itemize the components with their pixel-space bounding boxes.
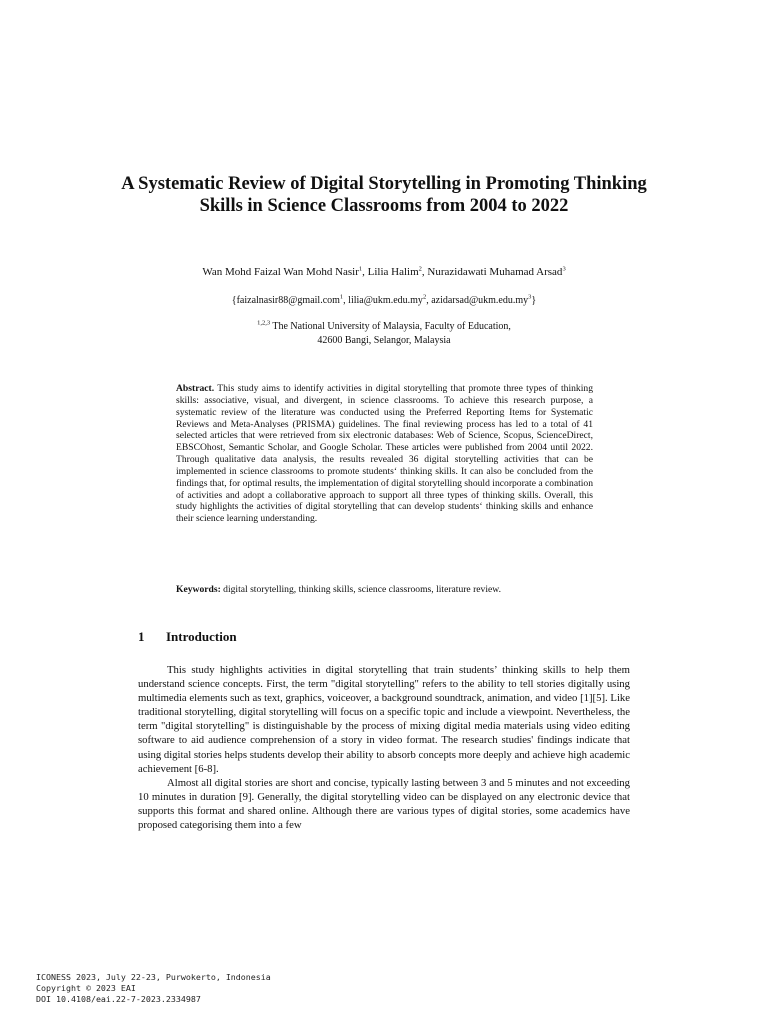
section-title: Introduction: [166, 629, 237, 644]
keywords: [176, 584, 593, 596]
author-affil-marker: 2: [418, 265, 422, 273]
paper-title: A Systematic Review of Digital Storytelling in Promoting Thinking Skills in Science Classrooms from 2004 to 2022: [121, 174, 647, 216]
author-email: azidarsad@ukm.edu.my: [431, 295, 529, 306]
abstract-label: Abstract.: [176, 383, 215, 394]
affiliation: [100, 320, 668, 348]
author-list: Wan Mohd Faizal Wan Mohd Nasir$^1$, Lilia Halim$^2$, Nurazidawati Muhamad Arsad$^3$: [202, 265, 566, 278]
author-name: Wan Mohd Faizal Wan Mohd Nasir: [202, 266, 359, 278]
author-affil-marker: 3: [562, 265, 566, 273]
affiliation-line1: The National University of Malaysia, Faculty of Education,: [270, 321, 511, 332]
page-footer: [36, 972, 271, 1004]
section-heading: [138, 628, 237, 645]
abstract: [176, 383, 593, 525]
email-marker: 2: [422, 293, 427, 301]
body-paragraph: This study highlights activities in digital storytelling that train students’ thinking skills to help them understand science concepts. First, the term "digital storytelling" refers to the ability to tell stories digitally using multimedia elements such as text, graphics, voiceover, a background soundtrack, animation, and video [1][5]. Like traditional storytelling, digital storytelling will focus on a specific topic and include a viewpoint. Nevertheless, the term "digital storytelling" is distinguishable by the process of mixing digital media materials using video editing software to aid audience comprehension of a story in video format. The research studies' findings indicate that using digital stories helps students develop their ability to absorb concepts more deeply and achieve high academic achievement [6-8].: [138, 664, 630, 775]
author-name: Lilia Halim: [367, 266, 419, 278]
footer-doi: DOI 10.4108/eai.22-7-2023.2334987: [36, 993, 201, 1004]
affiliation-marker: 1,2,3: [257, 319, 271, 327]
footer-conference: ICONESS 2023, July 22-23, Purwokerto, Indonesia: [36, 972, 271, 982]
body-text: [138, 663, 630, 832]
abstract-text: This study aims to identify activities in digital storytelling that promote three types of thinking skills: associative, visual, and divergent, in science classrooms. To achieve this research purpose, a systematic review of the literature was conducted using the Preferred Reporting Items for Systematic Reviews and Meta-Analyses (PRISMA) guidelines. The final reviewing process has led to a total of 41 selected articles that were retrieved from six electronic databases: Web of Science, Scopus, ScienceDirect, EBSCOhost, Semantic Scholar, and Google Scholar. These articles were published from 2004 until 2022. Through qualitative data analysis, the results revealed 36 digital storytelling activities that can be implemented in science classrooms to promote students‘ thinking skills. It can also be concluded from the findings that, for optimal results, the implementation of digital storytelling should incorporate a combination of activities and adopt a collaborative approach to support all three types of thinking skills. Overall, this study highlights the activities of digital storytelling that can develop students‘ thinking skills and enhance their science learning understanding.: [176, 383, 593, 525]
section-number: 1: [138, 629, 145, 644]
author-email: lilia@ukm.edu.my: [348, 295, 423, 306]
keywords-label: Keywords:: [176, 584, 221, 595]
body-paragraph: Almost all digital stories are short and concise, typically lasting between 3 and 5 minutes and not exceeding 10 minutes in duration [9]. Generally, the digital storytelling video can be displayed on any electronic device that supports this format and shared online. Although there are various types of digital stories, some academics have proposed categorising them into a few: [138, 776, 630, 832]
email-marker: 3: [528, 293, 532, 301]
author-emails: {faizalnasir88@gmail.com$^1$, $lilia@ukm.edu.my^2$, $azidarsad@ukm.edu.my^3$}: [231, 293, 537, 306]
author-email: faizalnasir88@gmail.com: [236, 295, 340, 306]
email-marker: 1: [339, 293, 344, 301]
author-name: Nurazidawati Muhamad Arsad: [427, 266, 563, 278]
affiliation-line2: 42600 Bangi, Selangor, Malaysia: [317, 335, 451, 346]
author-affil-marker: 1: [358, 265, 363, 273]
footer-copyright: Copyright © 2023 EAI: [36, 982, 136, 993]
keywords-text: digital storytelling, thinking skills, science classrooms, literature review.: [220, 584, 501, 595]
